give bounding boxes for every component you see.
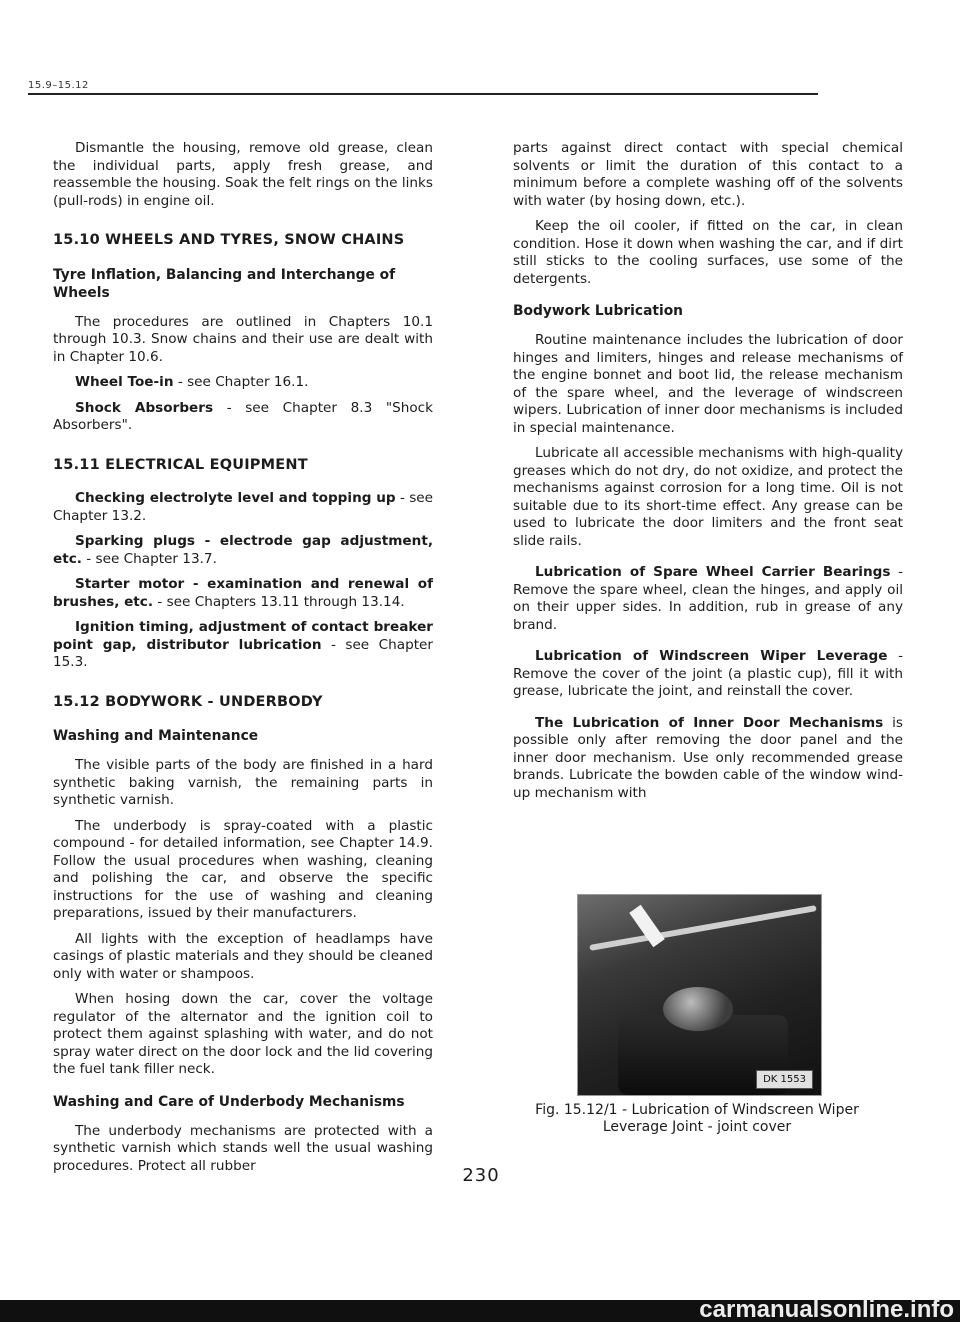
paragraph-visible-parts: The visible parts of the body are finished in a hard synthetic baking varnish, the remaining parts in synthetic varnish. — [53, 757, 433, 808]
paragraph-oil-cooler: Keep the oil cooler, if fitted on the car, in clean condition. Hose it down when washing the car, and if dirt still sticks to the cooling surfaces, use some of the detergents. — [513, 218, 903, 287]
starter-lead: Starter motor - examination and renewal of brushes, etc. — [53, 576, 433, 610]
starter-rest: - see Chapters 13.11 through 13.14. — [153, 593, 405, 610]
inner-door-lead: The Lubrication of Inner Door Mechanisms — [535, 714, 884, 731]
electrolyte-lead: Checking electrolyte level and topping up — [75, 490, 396, 506]
subheading-underbody-care: Washing and Care of Underbody Mechanisms — [53, 1093, 405, 1110]
spare-wheel-rest: - Remove the spare wheel, clean the hinges, and apply oil on their upper sides. In addition, rub in grease of any brand. — [513, 564, 903, 633]
paragraph-toe-in — [53, 374, 433, 392]
paragraph-lights: All lights with the exception of headlamps have casings of plastic materials and they should be cleaned only with water or shampoos. — [53, 930, 433, 982]
figure-caption-line-2: Leverage Joint - joint cover — [602, 1119, 792, 1135]
section-heading-15-11: 15.11 ELECTRICAL EQUIPMENT — [53, 456, 308, 473]
paragraph-starter-motor — [53, 576, 433, 611]
left-column — [53, 140, 433, 1189]
paragraph-spare-wheel — [513, 564, 903, 634]
wiper-lead: Lubrication of Windscreen Wiper Leverage — [535, 648, 888, 664]
ignition-lead: Ignition timing, adjustment of contact breaker point gap, distributor lubrication — [53, 619, 433, 653]
spark-rest: - see Chapter 13.7. — [81, 550, 217, 567]
wiper-rest: - Remove the cover of the joint (a plastic cup), fill it with grease, lubricate the joint, and reinstall the cover. — [513, 648, 904, 699]
paragraph-routine-maintenance: Routine maintenance includes the lubrication of door hinges and limiters, hinges and release mechanisms of the engine bonnet and boot lid, the release mechanism of the spare wheel, and the leverage of windscreen wipers. Lubrication of inner door mechanisms is included in special maintenance. — [513, 332, 903, 436]
paragraph-underbody-mechanisms: The underbody mechanisms are protected with a synthetic varnish which stands well the usual washing procedures. Protect all rubber — [53, 1122, 433, 1174]
toe-in-rest: - see Chapter 16.1. — [173, 374, 309, 390]
paragraph-dismantle: Dismantle the housing, remove old grease, clean the individual parts, apply fresh grease, and reassemble the housing. Soak the felt rings on the links (pull-rods) in engine oil. — [53, 140, 433, 209]
figure-caption-line-1: Fig. 15.12/1 - Lubrication of Windscreen Wiper — [535, 1102, 859, 1118]
figure-wiper-joint-photo — [577, 894, 822, 1096]
paragraph-underbody-coating: The underbody is spray-coated with a plastic compound - for detailed information, see Chapter 14.9. Follow the usual procedures when washing, cleaning and polishing the car, and observe the specific instructions for the use of washing and cleaning preparations, issued by their manufacturers. — [53, 817, 433, 921]
paragraph-wiper-leverage — [513, 648, 903, 701]
figure-reference-label: DK 1553 — [756, 1070, 813, 1089]
paragraph-ignition — [53, 619, 433, 672]
page-number: 230 — [462, 1165, 500, 1186]
subheading-washing: Washing and Maintenance — [53, 728, 259, 744]
paragraph-rubber-parts: parts against direct contact with special chemical solvents or limit the duration of this contact to a minimum before a complete washing off of the solvents with water (by hosing down, etc.). — [513, 140, 903, 209]
electrolyte-rest: - see Chapter 13.2. — [53, 490, 434, 524]
subheading-tyre-inflation: Tyre Inflation, Balancing and Interchange of Wheels — [53, 266, 396, 301]
photo-joint-cap — [663, 987, 733, 1031]
header-rule — [28, 93, 818, 95]
paragraph-greases: Lubricate all accessible mechanisms with high-quality greases which do not dry, do not oxidize, and protect the mechanisms against corrosion for a long time. Oil is not suitable due to its short-time effect. Any grease can be used to lubricate the door limiters and the front seat slide rails. — [513, 445, 903, 549]
spark-lead: Sparking plugs - electrode gap adjustment, etc. — [53, 533, 433, 567]
inner-door-rest: is possible only after removing the door panel and the inner door mechanism. Use only recommended grease brands. Lubricate the bowden cable of the window wind-up mechanism with — [513, 714, 903, 801]
subheading-bodywork-lubrication: Bodywork Lubrication — [513, 303, 684, 319]
figure-caption — [527, 1102, 867, 1136]
watermark: carmanualsonline.info — [699, 1296, 954, 1323]
paragraph-hosing: When hosing down the car, cover the voltage regulator of the alternator and the ignition coil to protect them against splashing with water, and do not spray water direct on the door lock and the lid covering the fuel tank filler neck. — [53, 991, 433, 1077]
shock-lead: Shock Absorbers — [75, 399, 214, 416]
shock-rest: - see Chapter 8.3 "Shock Absorbers". — [53, 399, 433, 433]
spare-wheel-lead: Lubrication of Spare Wheel Carrier Bearings — [535, 564, 891, 580]
right-column — [513, 140, 903, 816]
paragraph-tyre: The procedures are outlined in Chapters 10.1 through 10.3. Snow chains and their use are dealt with in Chapter 10.6. — [53, 313, 433, 365]
paragraph-inner-door — [513, 715, 903, 803]
paragraph-sparking-plugs — [53, 533, 433, 568]
paragraph-electrolyte — [53, 490, 433, 525]
paragraph-shock-absorbers — [53, 400, 433, 435]
section-heading-15-10: 15.10 WHEELS AND TYRES, SNOW CHAINS — [53, 232, 405, 248]
page-header-range: 15.9–15.12 — [28, 80, 89, 91]
section-heading-15-12: 15.12 BODYWORK - UNDERBODY — [53, 693, 323, 710]
toe-in-lead: Wheel Toe-in — [75, 374, 174, 390]
photo-wiper-arm — [589, 905, 817, 951]
ignition-rest: - see Chapter 15.3. — [53, 636, 433, 670]
